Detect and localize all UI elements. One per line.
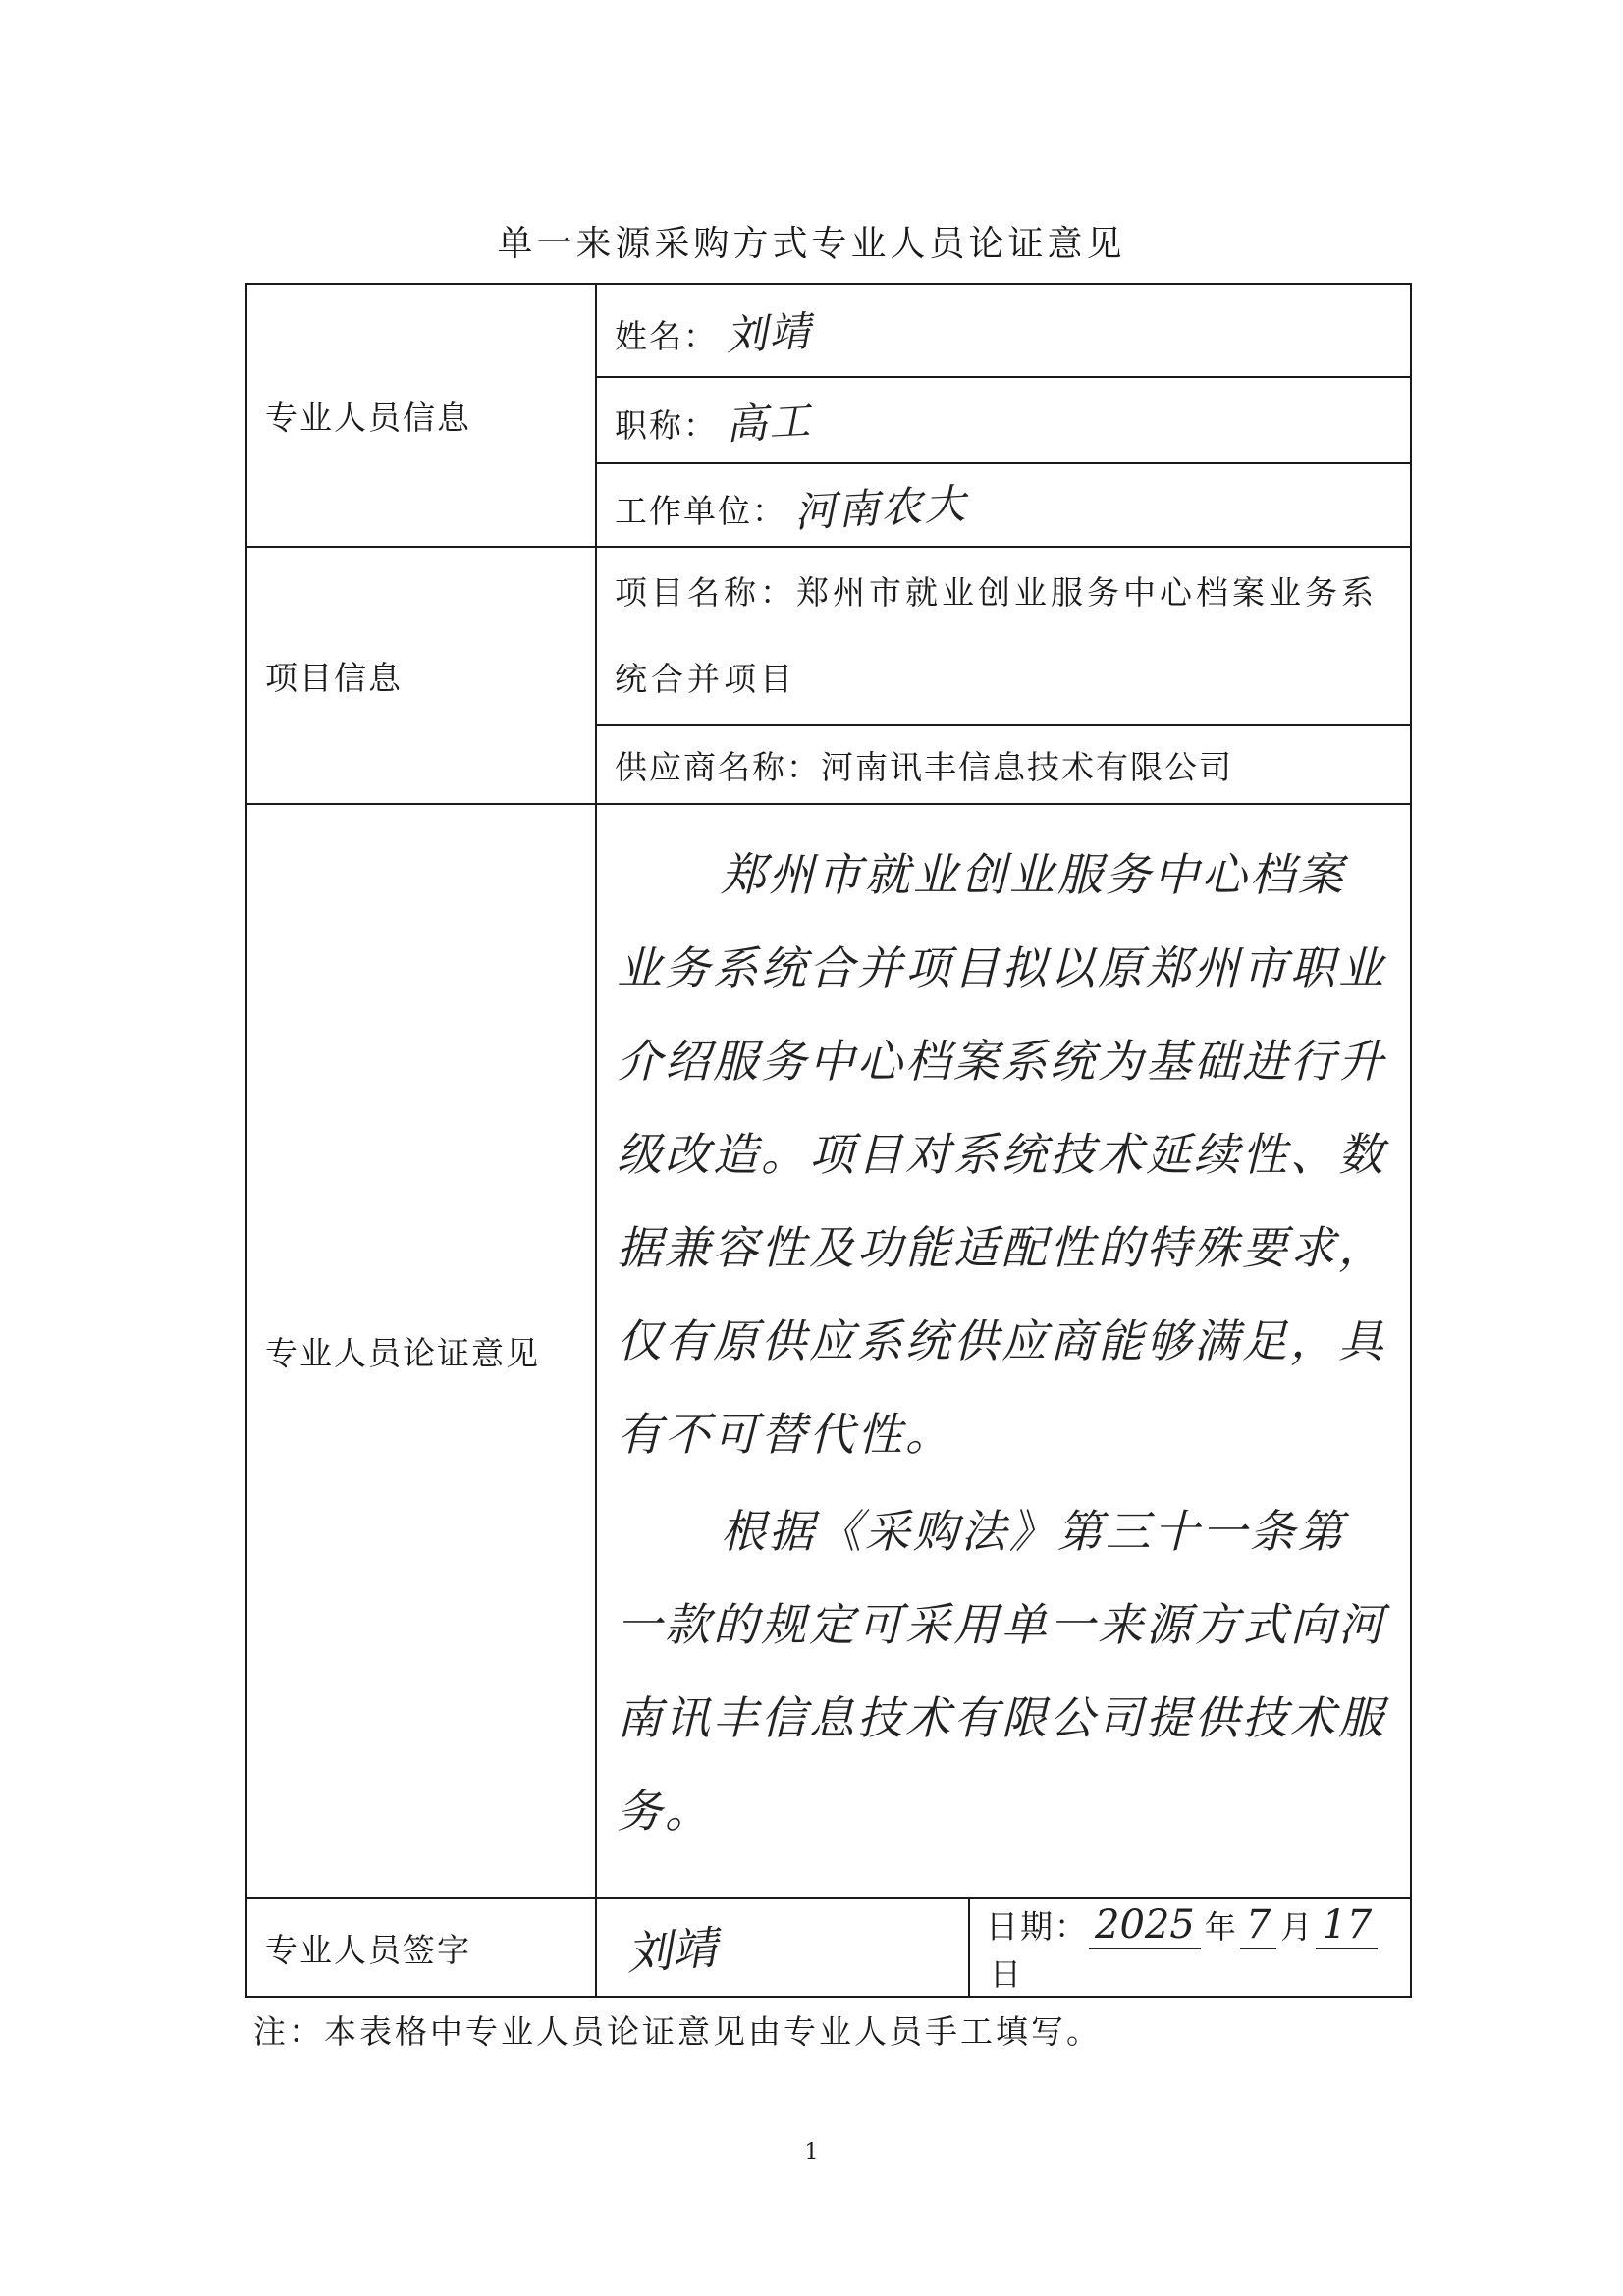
footnote: 注：本表格中专业人员论证意见由专业人员手工填写。	[253, 2012, 1102, 2051]
date-month: 7	[1240, 1902, 1276, 1949]
title-value: 高工	[724, 396, 814, 450]
signature-label: 专业人员签字	[246, 1898, 596, 1997]
opinion-paragraph-2: 根据《采购法》第三十一条第一款的规定可采用单一来源方式向河南讯丰信息技术有限公司提供技术服务。	[617, 1505, 1386, 1838]
name-label: 姓名：	[615, 316, 718, 355]
date-month-unit: 月	[1280, 1907, 1313, 1946]
opinion-label: 专业人员论证意见	[246, 804, 596, 1898]
project-name-field: 项目名称：郑州市就业创业服务中心档案业务系统合并项目	[596, 547, 1411, 725]
employer-field	[596, 463, 1411, 547]
expert-opinion-form	[245, 283, 1412, 1998]
expert-info-label: 专业人员信息	[246, 284, 596, 547]
name-value: 刘靖	[724, 306, 814, 359]
name-field	[596, 284, 1411, 377]
page-number: 1	[804, 2140, 819, 2164]
employer-value: 河南农大	[792, 478, 969, 537]
signature-value: 刘靖	[624, 1920, 719, 1981]
date-year-unit: 年	[1204, 1907, 1236, 1946]
title-label: 职称：	[615, 406, 718, 445]
page-title: 单一来源采购方式专业人员论证意见	[497, 224, 1126, 264]
opinion-content	[596, 804, 1411, 1898]
supplier-name-field: 供应商名称：河南讯丰信息技术有限公司	[596, 725, 1411, 804]
employer-label: 工作单位：	[615, 491, 786, 530]
title-field	[596, 377, 1411, 463]
date-label: 日期：	[986, 1906, 1089, 1946]
date-year: 2025	[1089, 1902, 1201, 1949]
opinion-paragraph-1: 郑州市就业创业服务中心档案业务系统合并项目拟以原郑州市职业介绍服务中心档案系统为基础进行升级改造。项目对系统技术延续性、数据兼容性及功能适配性的特殊要求，仅有原供应系统供应商能够满足，具有不可替代性。	[617, 848, 1386, 1461]
project-info-label: 项目信息	[246, 547, 596, 804]
date-day-unit: 日	[990, 1954, 1022, 1993]
date-field	[969, 1898, 1411, 1997]
date-day: 17	[1316, 1902, 1378, 1949]
signature-field	[596, 1898, 969, 1997]
